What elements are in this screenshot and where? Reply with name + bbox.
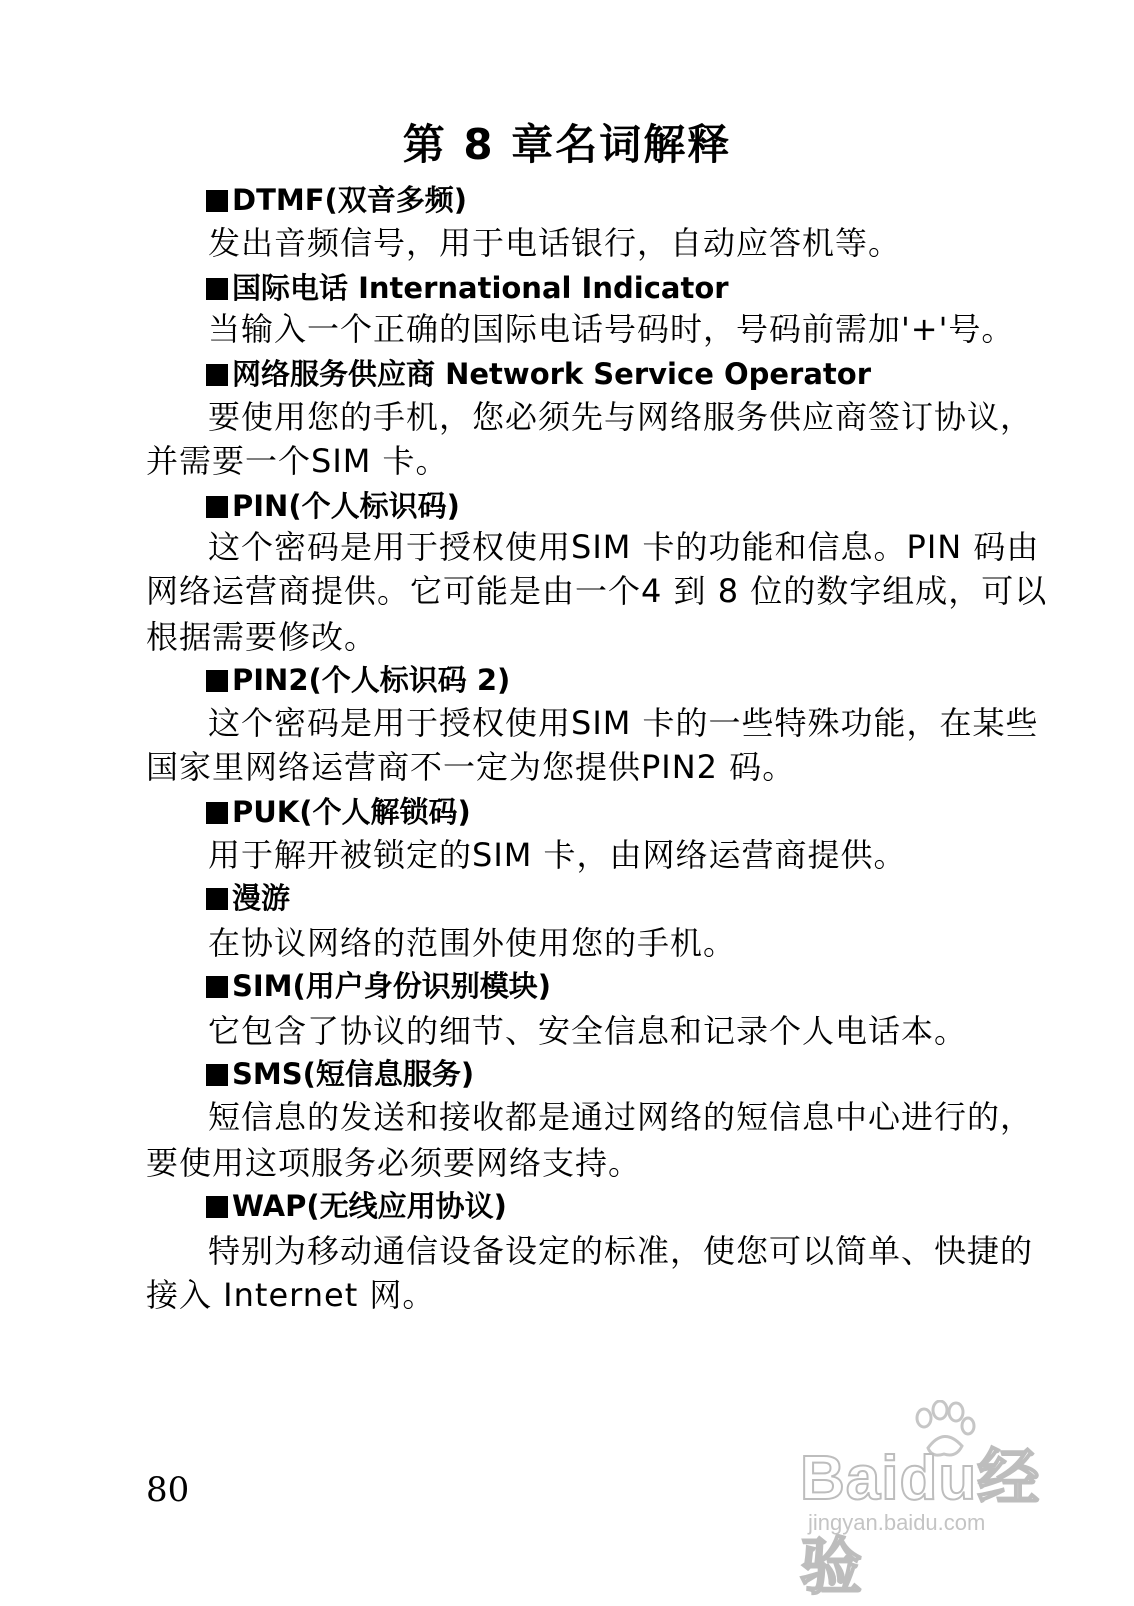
definition-line: 这个密码是用于授权使用SIM 卡的一些特殊功能，在某些 <box>208 704 1039 742</box>
definition-line: 发出音频信号，用于电话银行，自动应答机等。 <box>208 224 902 262</box>
watermark-url: jingyan.baidu.com <box>808 1510 986 1535</box>
definition-line: 要使用您的手机，您必须先与网络服务供应商签订协议， <box>208 398 1034 436</box>
bullet-square-icon <box>206 802 228 824</box>
term-roaming: 漫游 <box>206 876 290 917</box>
bullet-square-icon <box>206 278 228 300</box>
definition-line: 短信息的发送和接收都是通过网络的短信息中心进行的， <box>208 1098 1034 1136</box>
term-international-indicator: 国际电话 International Indicator <box>206 266 729 307</box>
definition-line: 根据需要修改。 <box>146 618 378 656</box>
definition-line: 它包含了协议的细节、安全信息和记录个人电话本。 <box>208 1012 968 1050</box>
bullet-square-icon <box>206 1196 228 1218</box>
term-pin2: PIN2(个人标识码 2) <box>206 658 510 699</box>
bullet-square-icon <box>206 190 228 212</box>
watermark-logo: Baidu经验 <box>800 1444 1041 1602</box>
term-pin: PIN(个人标识码) <box>206 484 460 525</box>
definition-line: 在协议网络的范围外使用您的手机。 <box>208 924 737 962</box>
term-wap: WAP(无线应用协议) <box>206 1184 507 1225</box>
definition-line: 特别为移动通信设备设定的标准，使您可以简单、快捷的 <box>208 1232 1034 1270</box>
term-network-service-operator: 网络服务供应商 Network Service Operator <box>206 352 871 393</box>
chapter-title: 第 8 章名词解释 <box>402 120 732 169</box>
baidu-watermark <box>800 1400 1060 1602</box>
term-sms: SMS(短信息服务) <box>206 1052 474 1093</box>
definition-line: 并需要一个SIM 卡。 <box>146 442 449 480</box>
definition-line: 要使用这项服务必须要网络支持。 <box>146 1144 642 1182</box>
bullet-square-icon <box>206 496 228 518</box>
definition-line: 当输入一个正确的国际电话号码时，号码前需加'+'号。 <box>208 310 1015 348</box>
bullet-square-icon <box>206 670 228 692</box>
term-sim: SIM(用户身份识别模块) <box>206 964 551 1005</box>
page-number: 80 <box>146 1470 190 1510</box>
bullet-square-icon <box>206 1064 228 1086</box>
bullet-square-icon <box>206 364 228 386</box>
term-puk: PUK(个人解锁码) <box>206 790 471 831</box>
definition-line: 用于解开被锁定的SIM 卡，由网络运营商提供。 <box>208 836 907 874</box>
definition-line: 接入 Internet 网。 <box>146 1276 436 1314</box>
definition-line: 网络运营商提供。它可能是由一个4 到 8 位的数字组成，可以 <box>146 572 1048 610</box>
bullet-square-icon <box>206 888 228 910</box>
bullet-square-icon <box>206 976 228 998</box>
definition-line: 这个密码是用于授权使用SIM 卡的功能和信息。PIN 码由 <box>208 528 1040 566</box>
definition-line: 国家里网络运营商不一定为您提供PIN2 码。 <box>146 748 796 786</box>
term-dtmf: DTMF(双音多频) <box>206 178 467 219</box>
